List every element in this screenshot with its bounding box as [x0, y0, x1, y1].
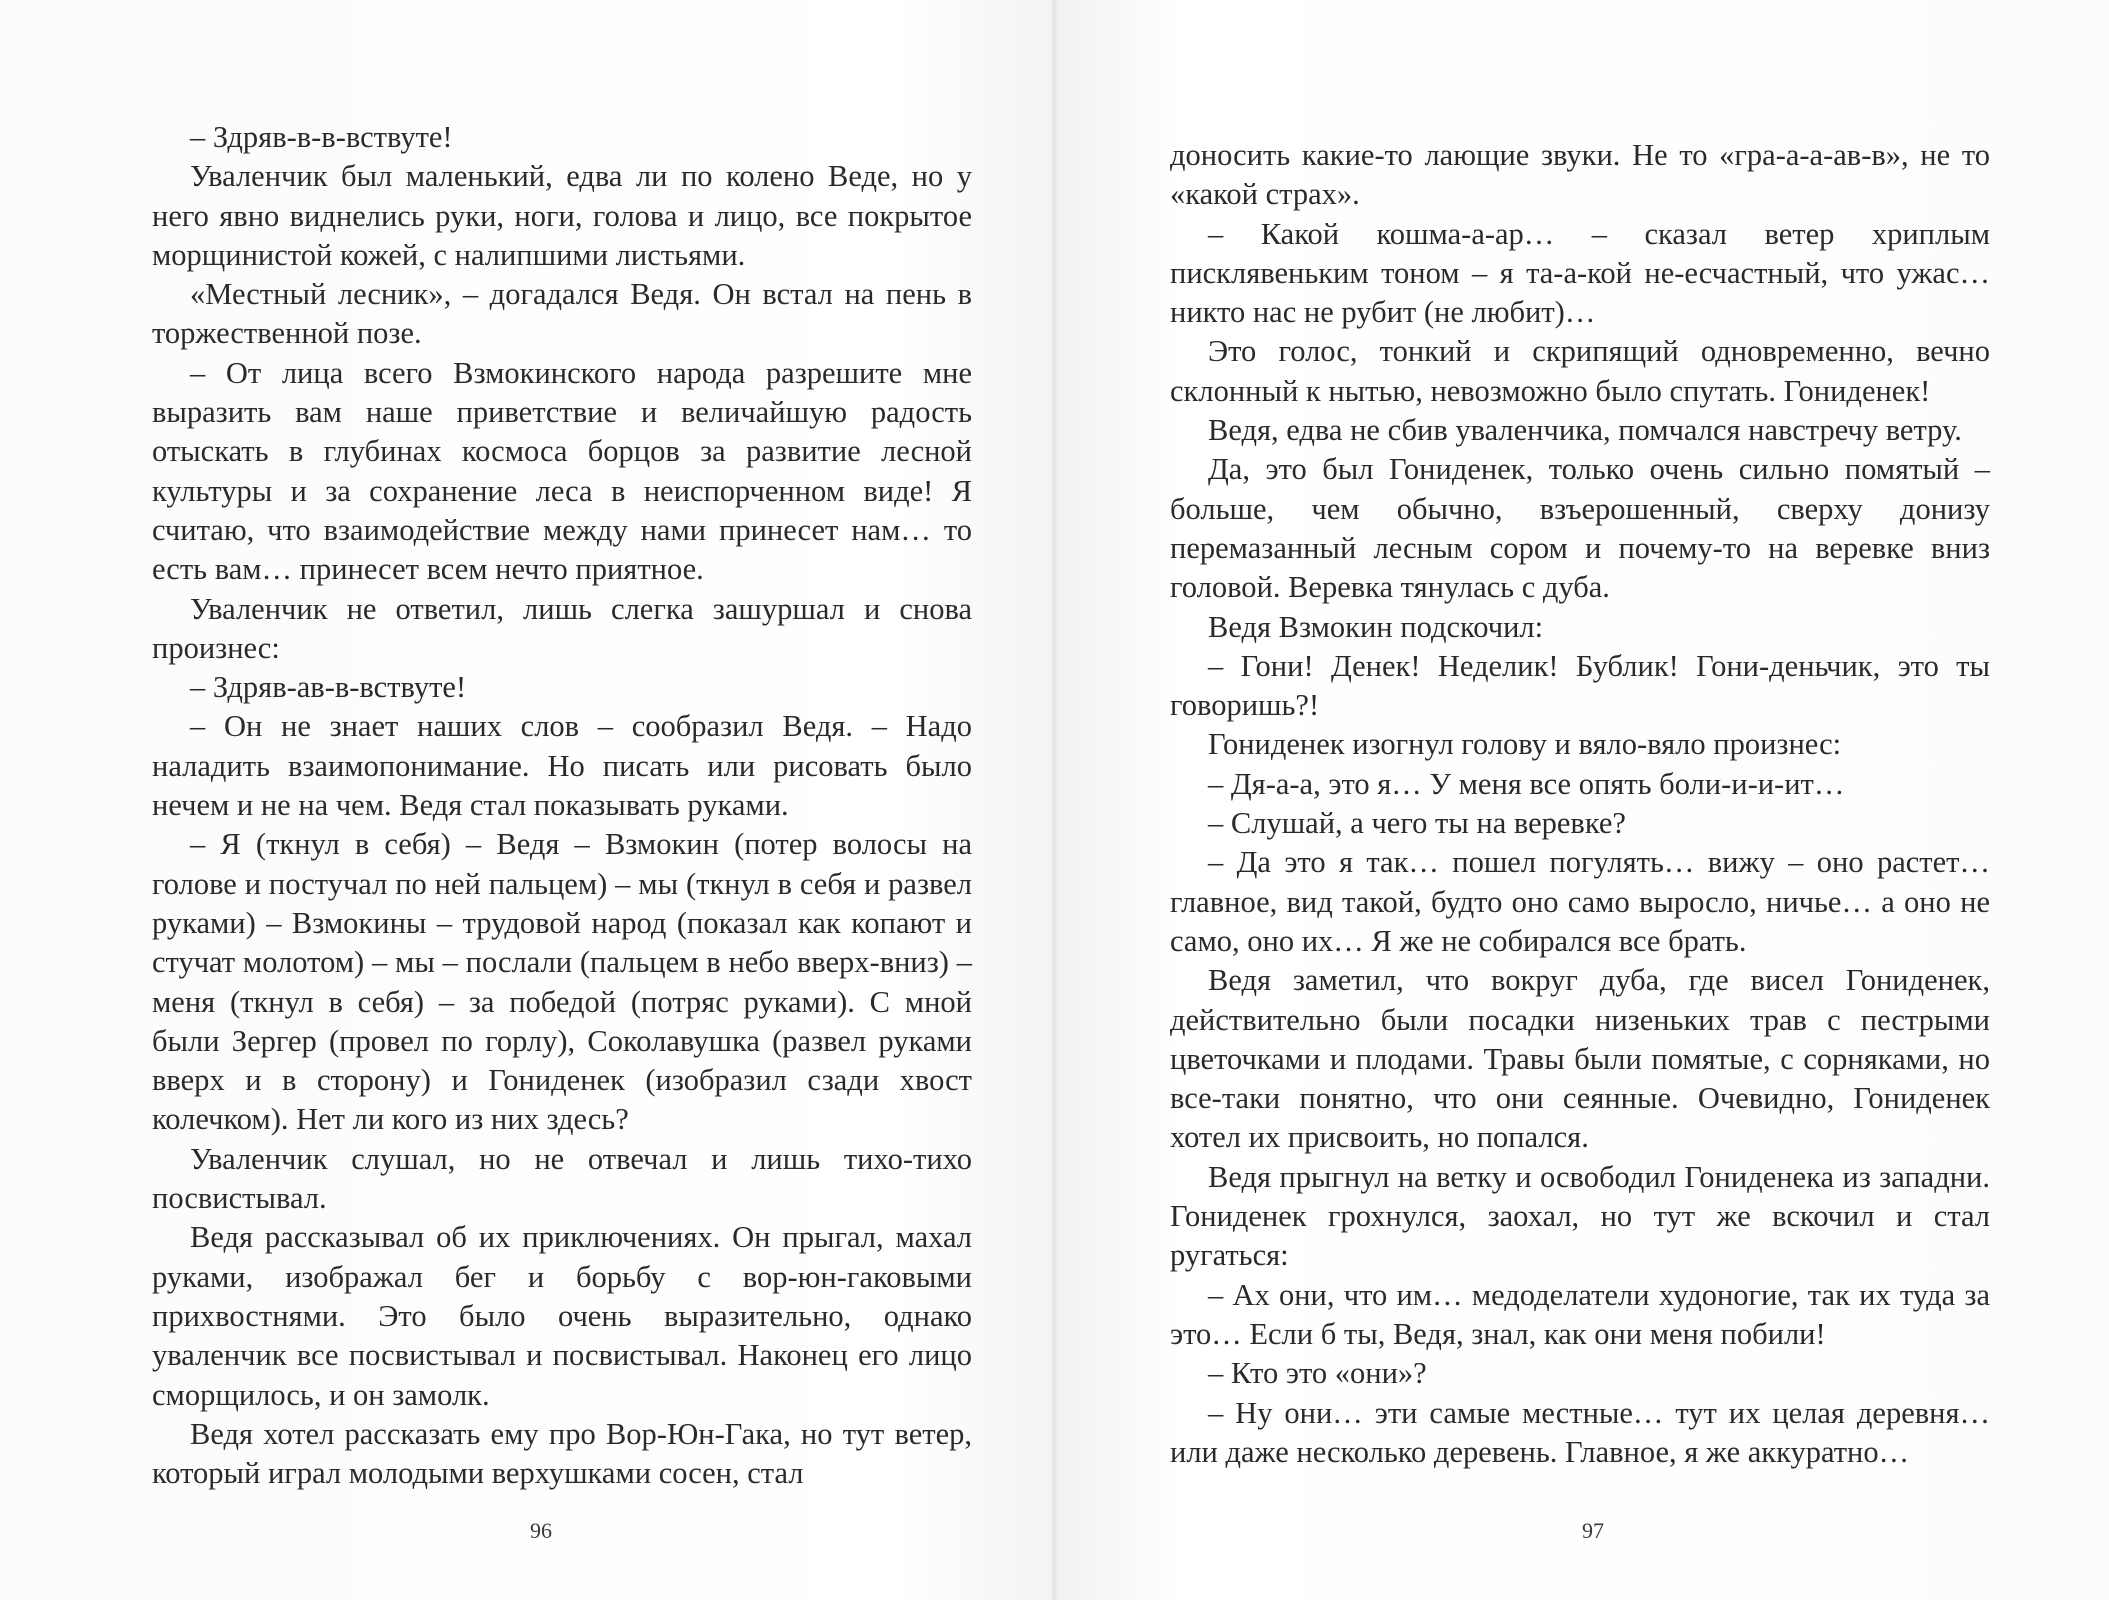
paragraph: Ведя заметил, что вокруг дуба, где висел Гониденек, действительно были посадки низеньких трав с пестрыми цветочками и плодами. Травы были помятые, с сорняками, но все-таки понятно, что они сеянные. Очевидно, Гониденек хотел их присвоить, но попался.: [1170, 963, 1990, 1155]
left-page: [0, 0, 1054, 1600]
paragraph: – Здряв-в-в-вствуте!: [190, 120, 453, 154]
paragraph: – Кто это «они»?: [1208, 1356, 1427, 1391]
paragraph: – Он не знает наших слов – сообразил Ведя. – Надо наладить взаимопонимание. Но писать или рисовать было нечем и не на чем. Ведя стал показывать руками.: [152, 709, 972, 823]
paragraph: Ведя Взмокин подскочил:: [1208, 609, 1544, 644]
paragraph: – Дя-а-а, это я… У меня все опять боли-и-и-ит…: [1208, 766, 1845, 801]
paragraph: Уваленчик был маленький, едва ли по колено Веде, но у него явно виднелись руки, ноги, голова и лицо, все покрытое морщинистой кожей, с налипшими листьями.: [152, 159, 972, 272]
paragraph: Ведя, едва не сбив уваленчика, помчался навстречу ветру.: [1208, 413, 1962, 448]
paragraph: Да, это был Гониденек, только очень сильно помятый – больше, чем обычно, взъерошенный, сверху донизу перемазанный лесным сором и почему-то на веревке вниз головой. Веревка тянулась с дуба.: [1170, 452, 1990, 605]
right-page-text: [1170, 136, 1990, 1472]
paragraph: – Я (ткнул в себя) – Ведя – Взмокин (потер волосы на голове и постучал по ней пальцем) – мы (ткнул в себя и развел руками) – Взмокины – трудовой народ (показал как копают и стучат молотом) – мы – послали (пальцем в небо вверх-вниз) – меня (ткнул в себя) – за победой (потряс руками). С мной были Зергер (провел по горлу), Соколавушка (развел руками вверх и в сторону) и Гониденек (изобразил сзади хвост колечком). Нет ли кого из них здесь?: [152, 827, 972, 1137]
paragraph: Это голос, тонкий и скрипящий одновременно, вечно склонный к нытью, невозможно было спутать. Гониденек!: [1170, 334, 1990, 408]
paragraph: – Здряв-ав-в-вствуте!: [190, 670, 467, 705]
paragraph: Гониденек изогнул голову и вяло-вяло произнес:: [1208, 727, 1842, 762]
page-number: 96: [530, 1518, 552, 1543]
paragraph: – Какой кошма-а-ар… – сказал ветер хриплым писклявеньким тоном – я та-а-кой не-есчастный, что ужас… никто нас не рубит (не любит)…: [1170, 216, 1990, 330]
paragraph: Ведя хотел рассказать ему про Вор-Юн-Гака, но тут ветер, который играл молодыми верхушками сосен, стал: [152, 1416, 972, 1491]
paragraph: – Ну они… эти самые местные… тут их целая деревня… или даже несколько деревень. Главное, я же аккуратно…: [1170, 1395, 1990, 1469]
paragraph: – От лица всего Взмокинского народа разрешите мне выразить вам наше приветствие и величайшую радость отыскать в глубинах космоса борцов за развитие лесной культуры и за сохранение леса в неиспорченном виде! Я считаю, что взаимодействие между нами принесет нам… то есть вам… принесет всем нечто приятное.: [152, 355, 972, 587]
left-page-text: [152, 118, 972, 1493]
paragraph: доносить какие-то лающие звуки. Не то «гра-а-а-ав-в», не то «какой страх».: [1170, 138, 1990, 212]
paragraph: Ведя рассказывал об их приключениях. Он прыгал, махал руками, изображал бег и борьбу с вор-юн-гаковыми прихвостнями. Это было очень выразительно, однако уваленчик все посвистывал и посвистывал. Наконец его лицо сморщилось, и он замолк.: [152, 1220, 972, 1412]
paragraph: – Ах они, что им… медоделатели худоногие, так их туда за это… Если б ты, Ведя, знал, как они меня побили!: [1170, 1277, 1990, 1351]
paragraph: Уваленчик не ответил, лишь слегка зашуршал и снова произнес:: [152, 591, 972, 665]
paragraph: – Да это я так… пошел погулять… вижу – оно растет… главное, вид такой, будто оно само выросло, ничье… а оно не само, оно их… Я же не собирался все брать.: [1170, 845, 1990, 958]
paragraph: «Местный лесник», – догадался Ведя. Он встал на пень в торжественной позе.: [152, 277, 972, 351]
paragraph: – Слушай, а чего ты на веревке?: [1208, 806, 1626, 841]
paragraph: Уваленчик слушал, но не отвечал и лишь тихо-тихо посвистывал.: [152, 1141, 972, 1216]
book-gutter: [1050, 0, 1058, 1600]
paragraph: – Гони! Денек! Неделик! Бублик! Гони-деньчик, это ты говоришь?!: [1170, 648, 1990, 723]
page-number: 97: [1582, 1518, 1604, 1543]
right-page: [1054, 0, 2109, 1600]
paragraph: Ведя прыгнул на ветку и освободил Гониденека из западни. Гониденек грохнулся, заохал, но тут же вскочил и стал ругаться:: [1170, 1159, 1990, 1273]
